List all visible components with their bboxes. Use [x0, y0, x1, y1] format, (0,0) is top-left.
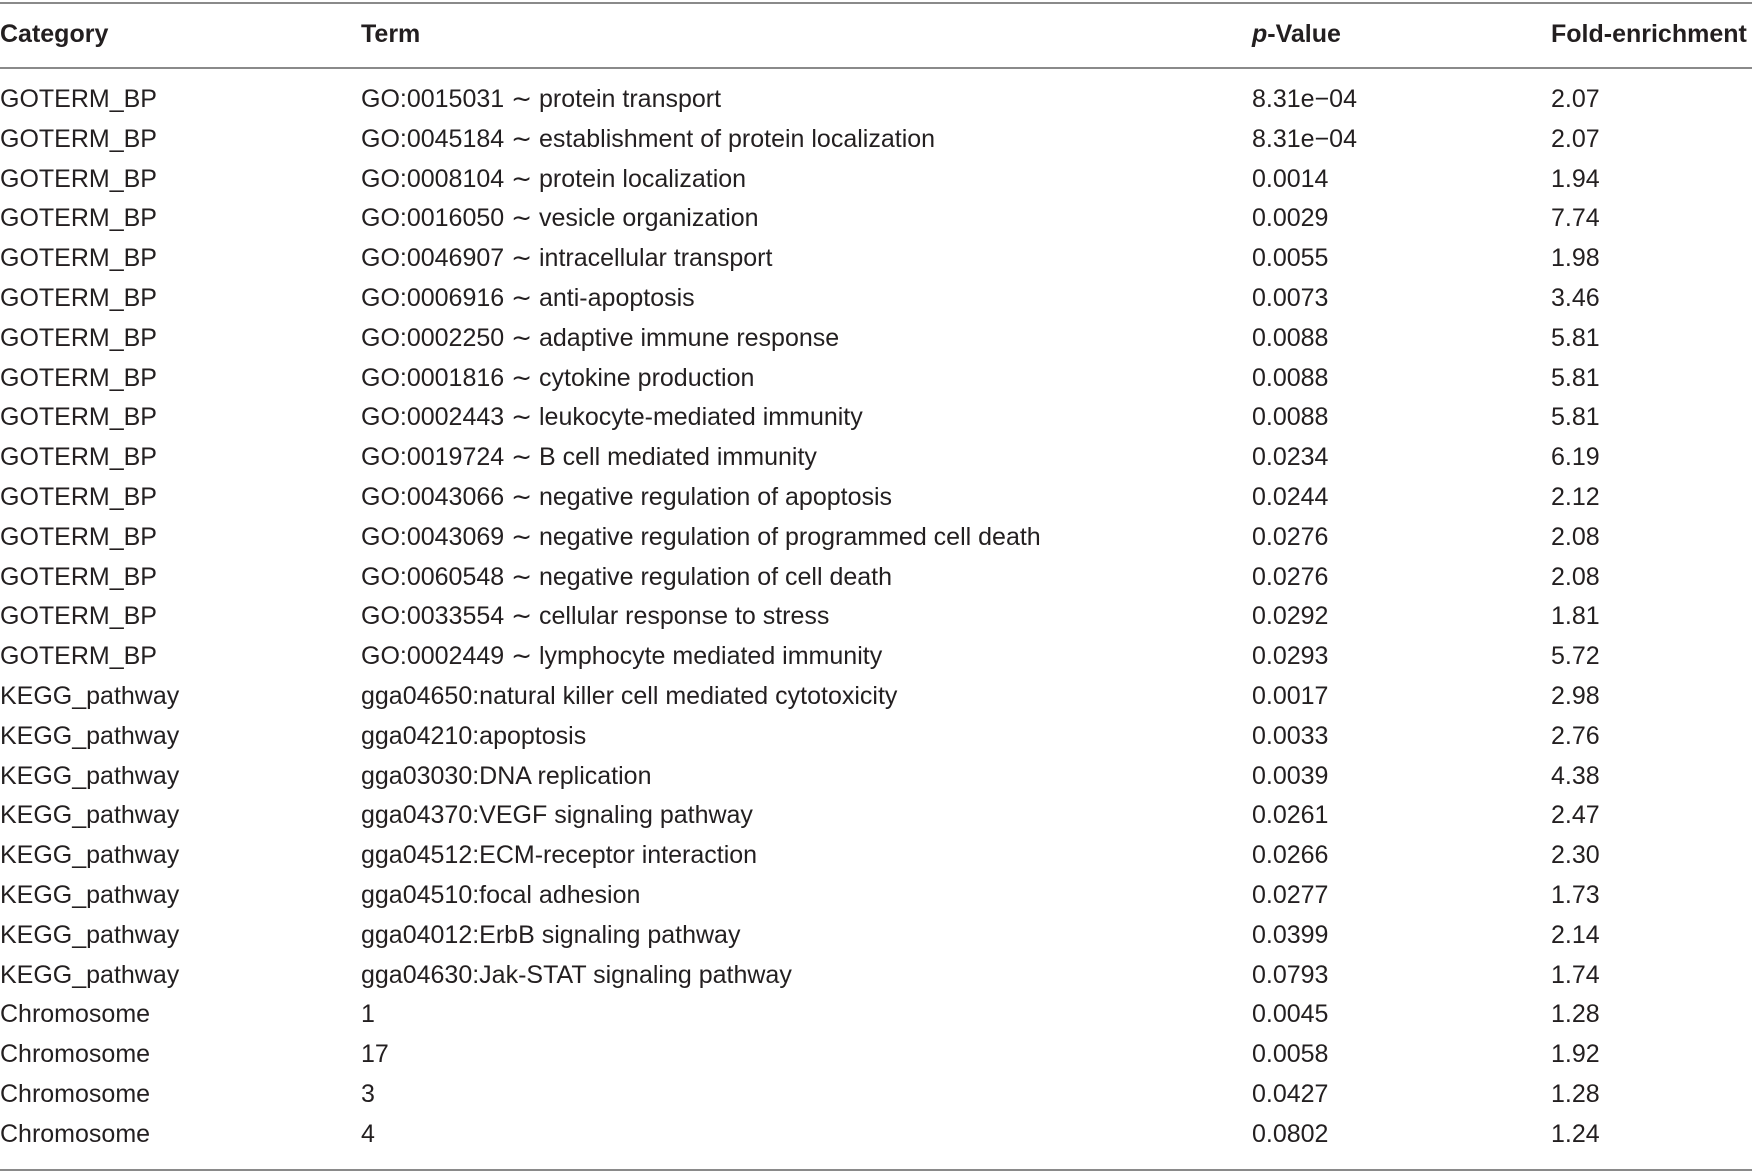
- cell-category: Chromosome: [0, 1040, 151, 1069]
- cell-p-value: 0.0033: [1252, 721, 1329, 750]
- cell-term: gga04012:ErbB signaling pathway: [361, 920, 741, 949]
- table-row: [0, 359, 1752, 399]
- cell-category: GOTERM_BP: [0, 642, 157, 671]
- table-header-row: [0, 14, 1752, 54]
- cell-category: GOTERM_BP: [0, 602, 157, 631]
- cell-fold-enrichment: 2.07: [1551, 124, 1600, 153]
- cell-p-value: 0.0088: [1252, 403, 1329, 432]
- cell-p-value: 0.0399: [1252, 920, 1329, 949]
- cell-category: GOTERM_BP: [0, 403, 157, 432]
- cell-category: GOTERM_BP: [0, 283, 157, 312]
- table-row: [0, 1035, 1752, 1075]
- cell-p-value: 0.0293: [1252, 642, 1329, 671]
- cell-category: KEGG_pathway: [0, 721, 180, 750]
- header-p-prefix: p: [1252, 20, 1268, 48]
- cell-fold-enrichment: 2.30: [1551, 841, 1600, 870]
- cell-p-value: 0.0045: [1252, 1000, 1329, 1029]
- cell-category: GOTERM_BP: [0, 562, 157, 591]
- cell-p-value: 0.0793: [1252, 960, 1329, 989]
- cell-term: GO:0060548 ∼ negative regulation of cell death: [361, 562, 893, 591]
- table-body: [0, 80, 1752, 1155]
- cell-fold-enrichment: 5.81: [1551, 363, 1600, 392]
- cell-fold-enrichment: 1.98: [1551, 244, 1600, 273]
- cell-category: KEGG_pathway: [0, 960, 180, 989]
- table-row: [0, 876, 1752, 916]
- cell-fold-enrichment: 7.74: [1551, 204, 1600, 233]
- cell-term: GO:0001816 ∼ cytokine production: [361, 363, 755, 392]
- cell-category: KEGG_pathway: [0, 841, 180, 870]
- cell-p-value: 8.31e−04: [1252, 85, 1357, 113]
- cell-fold-enrichment: 1.81: [1551, 602, 1600, 631]
- cell-term: GO:0019724 ∼ B cell mediated immunity: [361, 443, 817, 472]
- cell-term: GO:0002250 ∼ adaptive immune response: [361, 323, 840, 352]
- table-row: [0, 279, 1752, 319]
- table-row: [0, 199, 1752, 239]
- cell-term: GO:0045184 ∼ establishment of protein localization: [361, 124, 936, 153]
- cell-p-value: 0.0276: [1252, 522, 1329, 551]
- cell-category: GOTERM_BP: [0, 323, 157, 352]
- table-row: [0, 518, 1752, 558]
- cell-term: gga03030:DNA replication: [361, 761, 652, 790]
- cell-p-value: 0.0266: [1252, 841, 1329, 870]
- cell-p-value: 0.0277: [1252, 880, 1329, 909]
- cell-fold-enrichment: 5.81: [1551, 403, 1600, 432]
- cell-term: GO:0006916 ∼ anti-apoptosis: [361, 283, 695, 312]
- cell-p-value: 0.0073: [1252, 283, 1329, 312]
- table-row: [0, 120, 1752, 160]
- table-row: [0, 995, 1752, 1035]
- cell-category: GOTERM_BP: [0, 482, 157, 511]
- table-row: [0, 677, 1752, 717]
- cell-fold-enrichment: 1.28: [1551, 1079, 1600, 1108]
- cell-p-value: 8.31e−04: [1252, 124, 1357, 153]
- cell-category: Chromosome: [0, 1079, 151, 1108]
- cell-category: KEGG_pathway: [0, 801, 180, 830]
- table-row: [0, 1115, 1752, 1155]
- header-p-suffix: -Value: [1267, 20, 1341, 48]
- cell-term: GO:0043066 ∼ negative regulation of apoptosis: [361, 482, 893, 511]
- cell-category: KEGG_pathway: [0, 920, 180, 949]
- cell-p-value: 0.0802: [1252, 1119, 1329, 1148]
- table-header-rule: [0, 67, 1752, 69]
- cell-p-value: 0.0014: [1252, 164, 1329, 193]
- cell-p-value: 0.0276: [1252, 562, 1329, 591]
- cell-term: gga04370:VEGF signaling pathway: [361, 801, 753, 830]
- cell-p-value: 0.0244: [1252, 482, 1329, 511]
- cell-term: gga04210:apoptosis: [361, 721, 587, 750]
- cell-category: GOTERM_BP: [0, 244, 157, 273]
- cell-p-value: 0.0234: [1252, 443, 1329, 472]
- cell-term: GO:0046907 ∼ intracellular transport: [361, 244, 773, 273]
- table-row: [0, 916, 1752, 956]
- cell-category: GOTERM_BP: [0, 164, 157, 193]
- cell-fold-enrichment: 1.94: [1551, 164, 1600, 193]
- cell-fold-enrichment: 1.28: [1551, 1000, 1600, 1029]
- header-category: Category: [0, 20, 109, 48]
- cell-term: 3: [361, 1079, 375, 1108]
- table-row: [0, 478, 1752, 518]
- cell-term: GO:0002443 ∼ leukocyte-mediated immunity: [361, 403, 863, 432]
- cell-p-value: 0.0029: [1252, 204, 1329, 233]
- table-row: [0, 160, 1752, 200]
- table-row: [0, 319, 1752, 359]
- cell-term: gga04650:natural killer cell mediated cytotoxicity: [361, 681, 898, 710]
- cell-term: GO:0033554 ∼ cellular response to stress: [361, 602, 830, 631]
- cell-category: Chromosome: [0, 1000, 151, 1029]
- cell-fold-enrichment: 1.92: [1551, 1040, 1600, 1069]
- table-row: [0, 239, 1752, 279]
- cell-category: GOTERM_BP: [0, 124, 157, 153]
- cell-p-value: 0.0292: [1252, 602, 1329, 631]
- cell-term: 1: [361, 1000, 375, 1029]
- cell-fold-enrichment: 3.46: [1551, 283, 1600, 312]
- table-row: [0, 1075, 1752, 1115]
- cell-fold-enrichment: 2.08: [1551, 562, 1600, 591]
- table-row: [0, 597, 1752, 637]
- cell-p-value: 0.0427: [1252, 1079, 1329, 1108]
- cell-fold-enrichment: 1.73: [1551, 880, 1600, 909]
- table-bottom-rule: [0, 1169, 1752, 1171]
- cell-term: GO:0015031 ∼ protein transport: [361, 85, 722, 113]
- cell-fold-enrichment: 5.72: [1551, 642, 1600, 671]
- cell-p-value: 0.0088: [1252, 363, 1329, 392]
- cell-category: KEGG_pathway: [0, 880, 180, 909]
- cell-fold-enrichment: 1.24: [1551, 1119, 1600, 1148]
- cell-p-value: 0.0261: [1252, 801, 1329, 830]
- header-p-value: [1252, 14, 1341, 54]
- cell-fold-enrichment: 4.38: [1551, 761, 1600, 790]
- cell-p-value: 0.0039: [1252, 761, 1329, 790]
- cell-term: 17: [361, 1040, 389, 1069]
- cell-category: GOTERM_BP: [0, 363, 157, 392]
- table-row: [0, 438, 1752, 478]
- table-row: [0, 398, 1752, 438]
- cell-term: GO:0016050 ∼ vesicle organization: [361, 204, 759, 233]
- cell-fold-enrichment: 5.81: [1551, 323, 1600, 352]
- table-row: [0, 796, 1752, 836]
- header-term: Term: [361, 20, 421, 48]
- cell-p-value: 0.0017: [1252, 681, 1329, 710]
- cell-term: gga04630:Jak-STAT signaling pathway: [361, 960, 792, 989]
- table-row: [0, 836, 1752, 876]
- cell-p-value: 0.0055: [1252, 244, 1329, 273]
- cell-category: GOTERM_BP: [0, 522, 157, 551]
- table-row: [0, 558, 1752, 598]
- table-top-rule: [0, 2, 1752, 4]
- table-row: [0, 956, 1752, 996]
- cell-category: KEGG_pathway: [0, 681, 180, 710]
- cell-category: GOTERM_BP: [0, 204, 157, 233]
- cell-p-value: 0.0088: [1252, 323, 1329, 352]
- cell-term: GO:0002449 ∼ lymphocyte mediated immunity: [361, 642, 883, 671]
- cell-category: Chromosome: [0, 1119, 151, 1148]
- cell-fold-enrichment: 1.74: [1551, 960, 1600, 989]
- cell-fold-enrichment: 2.12: [1551, 482, 1600, 511]
- table-row: [0, 717, 1752, 757]
- table-row: [0, 757, 1752, 797]
- cell-term: gga04512:ECM-receptor interaction: [361, 841, 758, 870]
- cell-fold-enrichment: 2.07: [1551, 85, 1600, 113]
- cell-term: gga04510:focal adhesion: [361, 880, 641, 909]
- cell-fold-enrichment: 2.98: [1551, 681, 1600, 710]
- table-row: [0, 637, 1752, 677]
- cell-p-value: 0.0058: [1252, 1040, 1329, 1069]
- cell-term: 4: [361, 1119, 375, 1148]
- cell-term: GO:0008104 ∼ protein localization: [361, 164, 747, 193]
- header-fold-enrichment: Fold-enrichment: [1551, 20, 1747, 48]
- table-row: [0, 80, 1752, 120]
- cell-fold-enrichment: 2.14: [1551, 920, 1600, 949]
- cell-fold-enrichment: 2.76: [1551, 721, 1600, 750]
- cell-category: KEGG_pathway: [0, 761, 180, 790]
- cell-category: GOTERM_BP: [0, 85, 157, 113]
- cell-fold-enrichment: 2.47: [1551, 801, 1600, 830]
- cell-fold-enrichment: 2.08: [1551, 522, 1600, 551]
- cell-fold-enrichment: 6.19: [1551, 443, 1600, 472]
- cell-category: GOTERM_BP: [0, 443, 157, 472]
- cell-term: GO:0043069 ∼ negative regulation of programmed cell death: [361, 522, 1041, 551]
